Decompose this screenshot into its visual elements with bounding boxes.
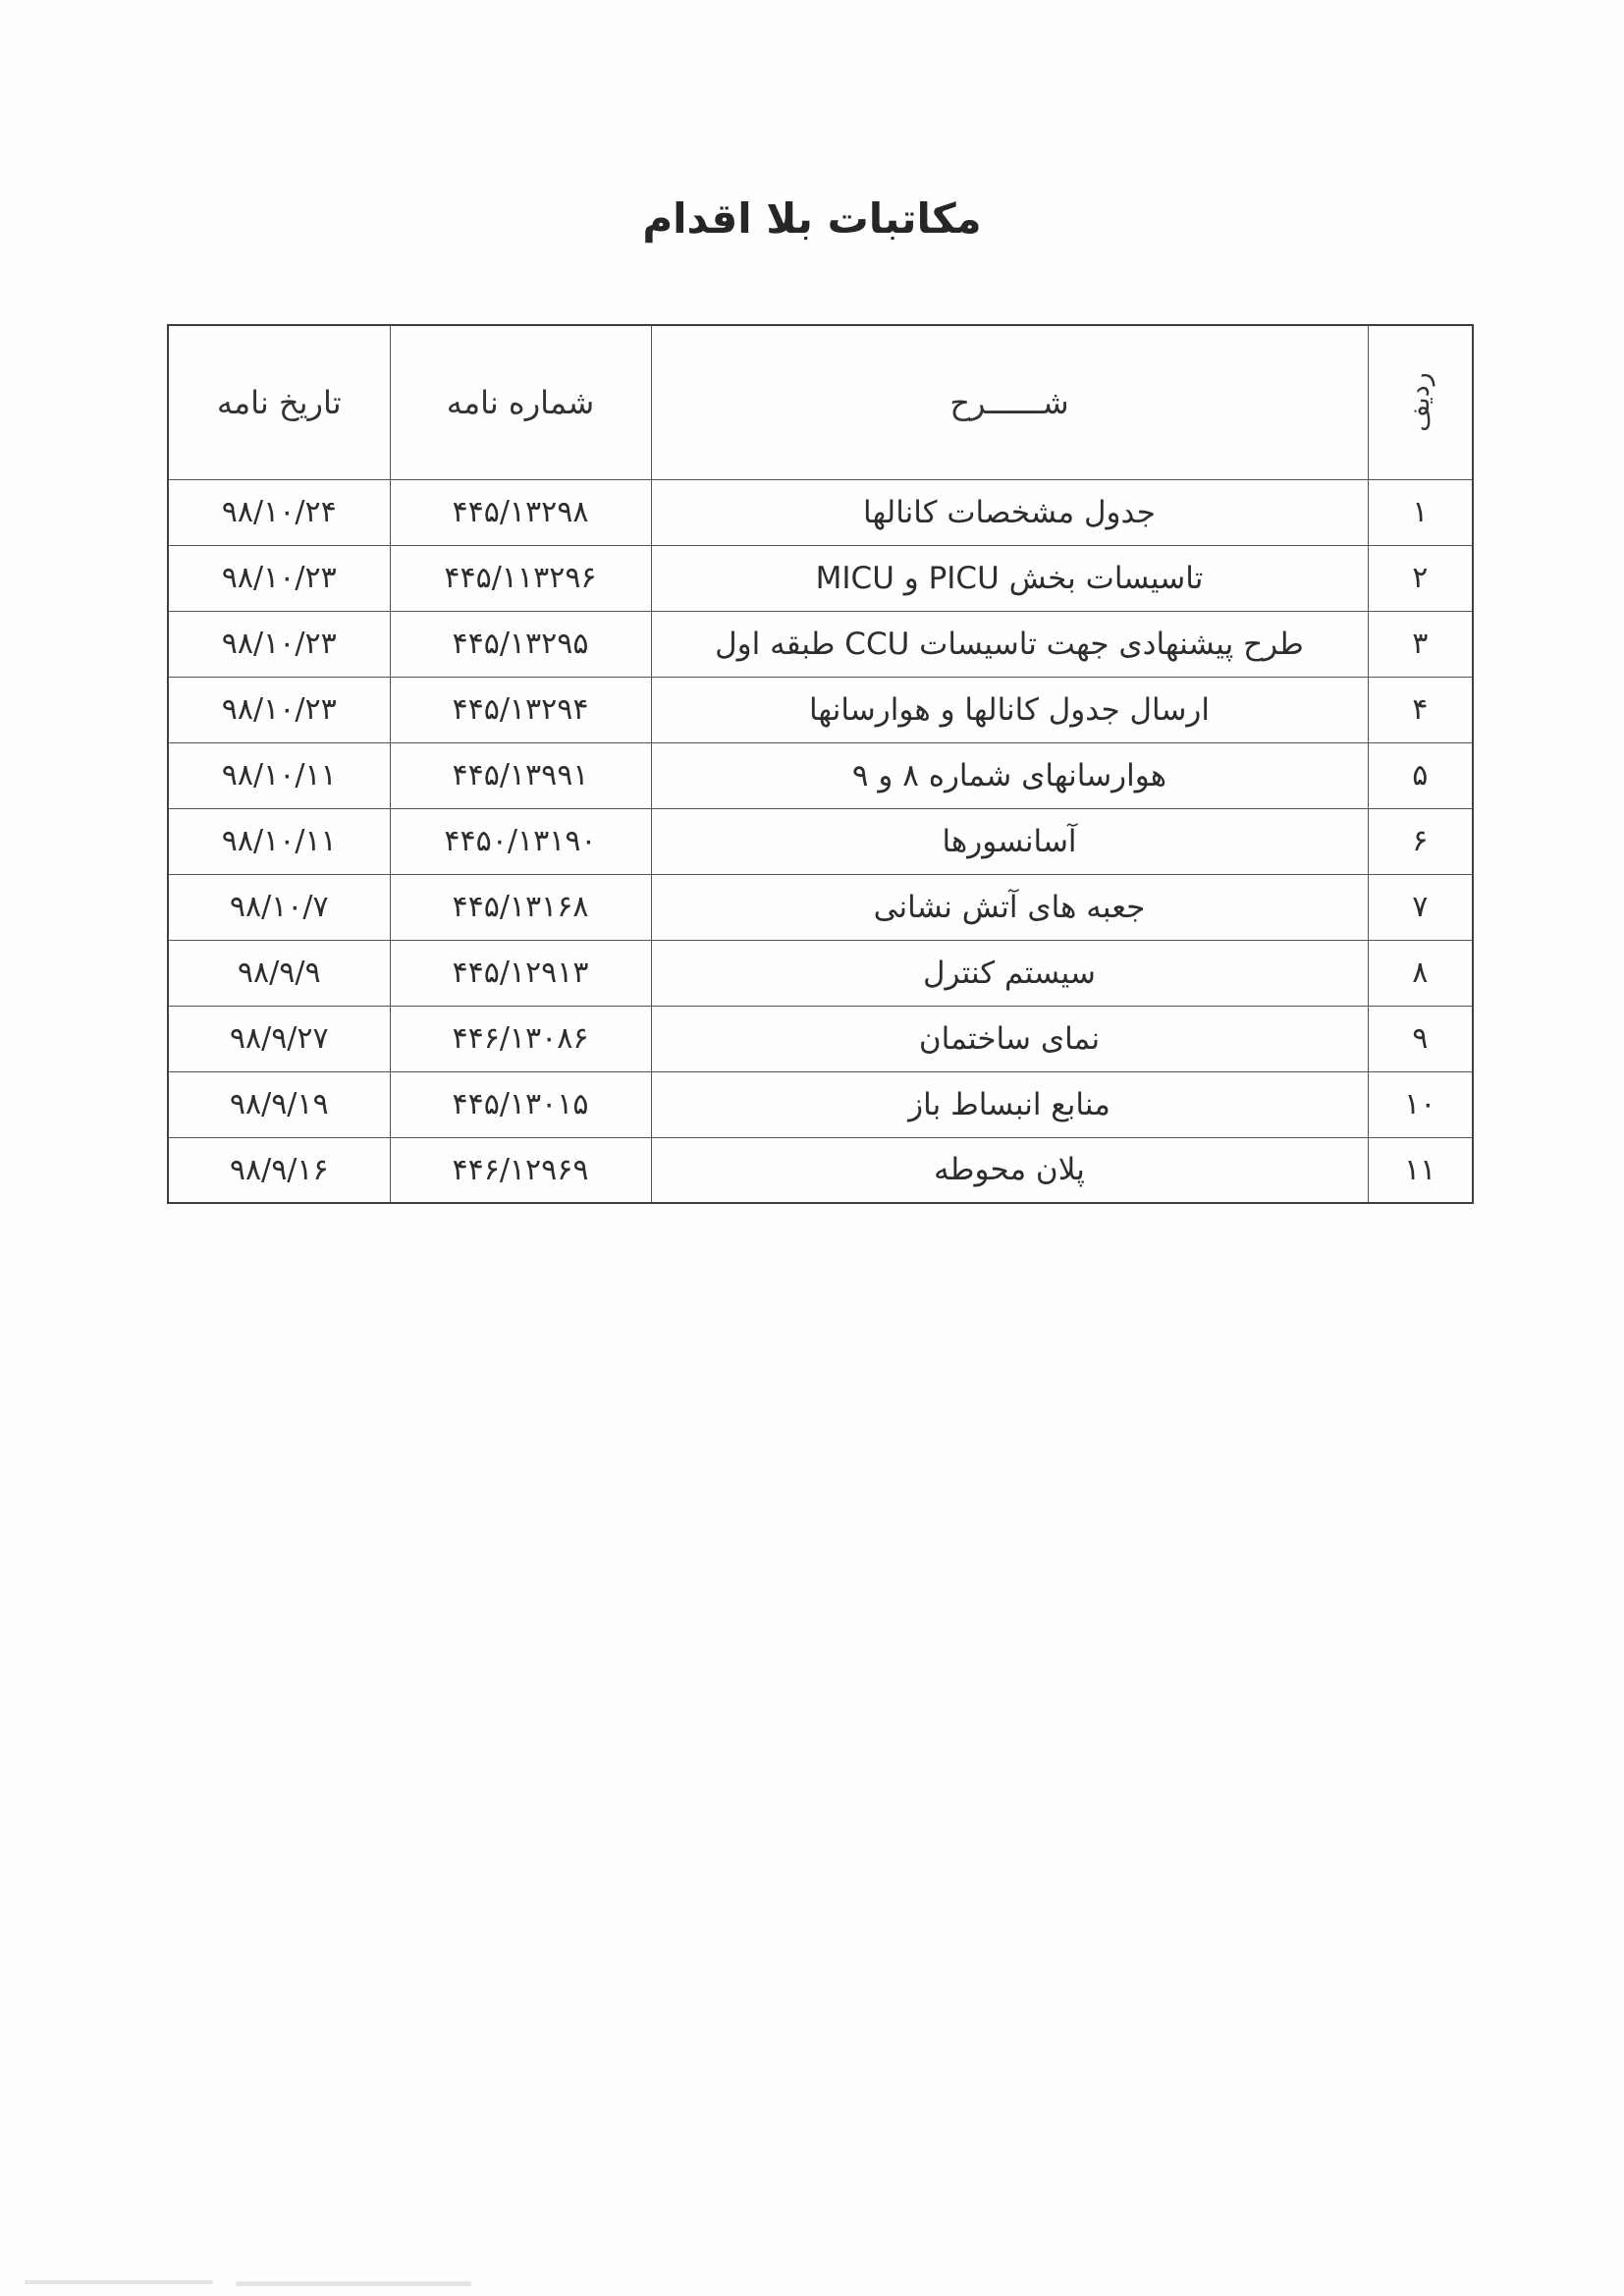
table-row	[168, 1006, 1473, 1071]
letter-number-cell: ۴۴۵/۱۱۳۲۹۶	[390, 545, 651, 611]
row-number-cell: ۹	[1368, 1006, 1473, 1071]
letter-number-cell: ۴۴۵/۱۳۲۹۸	[390, 479, 651, 545]
letter-number-cell: ۴۴۵/۱۳۹۹۱	[390, 742, 651, 808]
description-cell: سیستم کنترل	[651, 940, 1368, 1006]
row-number-cell: ۷	[1368, 874, 1473, 940]
table-row	[168, 677, 1473, 742]
row-number-cell: ۱۱	[1368, 1137, 1473, 1203]
description-cell: جدول مشخصات کانالها	[651, 479, 1368, 545]
letter-date-cell: ۹۸/۱۰/۲۳	[168, 611, 390, 677]
table-row	[168, 1137, 1473, 1203]
row-number-cell: ۱۰	[1368, 1071, 1473, 1137]
description-cell: منابع انبساط باز	[651, 1071, 1368, 1137]
header-row-number	[1368, 325, 1473, 479]
letter-number-cell: ۴۴۶/۱۲۹۶۹	[390, 1137, 651, 1203]
table-row	[168, 808, 1473, 874]
table-header-row	[168, 325, 1473, 479]
letter-date-cell: ۹۸/۱۰/۷	[168, 874, 390, 940]
letter-date-cell: ۹۸/۹/۲۷	[168, 1006, 390, 1071]
description-cell: آسانسورها	[651, 808, 1368, 874]
header-letter-date: تاریخ نامه	[168, 325, 390, 479]
letter-date-cell: ۹۸/۹/۹	[168, 940, 390, 1006]
row-number-cell: ۶	[1368, 808, 1473, 874]
table-row	[168, 874, 1473, 940]
letter-number-cell: ۴۴۵/۱۳۲۹۴	[390, 677, 651, 742]
table-row	[168, 611, 1473, 677]
table-row	[168, 742, 1473, 808]
header-letter-number: شماره نامه	[390, 325, 651, 479]
header-description: شــــــرح	[651, 325, 1368, 479]
table-row	[168, 479, 1473, 545]
letter-number-cell: ۴۴۵/۱۳۲۹۵	[390, 611, 651, 677]
letter-number-cell: ۴۴۵۰/۱۳۱۹۰	[390, 808, 651, 874]
row-number-cell: ۴	[1368, 677, 1473, 742]
scan-smudge	[236, 2281, 471, 2286]
letter-date-cell: ۹۸/۹/۱۶	[168, 1137, 390, 1203]
scan-smudge	[25, 2280, 213, 2284]
letter-number-cell: ۴۴۵/۱۳۰۱۵	[390, 1071, 651, 1137]
letter-number-cell: ۴۴۶/۱۳۰۸۶	[390, 1006, 651, 1071]
row-number-cell: ۲	[1368, 545, 1473, 611]
description-cell: هوارسانهای شماره ۸ و ۹	[651, 742, 1368, 808]
description-cell: تاسیسات بخش PICU و MICU	[651, 545, 1368, 611]
letter-date-cell: ۹۸/۱۰/۲۴	[168, 479, 390, 545]
table-row	[168, 545, 1473, 611]
letter-number-cell: ۴۴۵/۱۲۹۱۳	[390, 940, 651, 1006]
description-cell: نمای ساختمان	[651, 1006, 1368, 1071]
description-cell: ارسال جدول کانالها و هوارسانها	[651, 677, 1368, 742]
correspondence-table	[167, 324, 1474, 1204]
description-cell: پلان محوطه	[651, 1137, 1368, 1203]
letter-date-cell: ۹۸/۱۰/۱۱	[168, 742, 390, 808]
table-row	[168, 940, 1473, 1006]
table-row	[168, 1071, 1473, 1137]
row-number-cell: ۱	[1368, 479, 1473, 545]
description-cell: طرح پیشنهادی جهت تاسیسات CCU طبقه اول	[651, 611, 1368, 677]
letter-date-cell: ۹۸/۱۰/۲۳	[168, 545, 390, 611]
letter-date-cell: ۹۸/۹/۱۹	[168, 1071, 390, 1137]
row-number-cell: ۵	[1368, 742, 1473, 808]
row-number-cell: ۸	[1368, 940, 1473, 1006]
description-cell: جعبه های آتش نشانی	[651, 874, 1368, 940]
letter-date-cell: ۹۸/۱۰/۱۱	[168, 808, 390, 874]
letter-number-cell: ۴۴۵/۱۳۱۶۸	[390, 874, 651, 940]
row-number-cell: ۳	[1368, 611, 1473, 677]
page-title: مکاتبات بلا اقدام	[642, 194, 982, 243]
header-row-number-label: ردیف	[1404, 372, 1435, 433]
letter-date-cell: ۹۸/۱۰/۲۳	[168, 677, 390, 742]
